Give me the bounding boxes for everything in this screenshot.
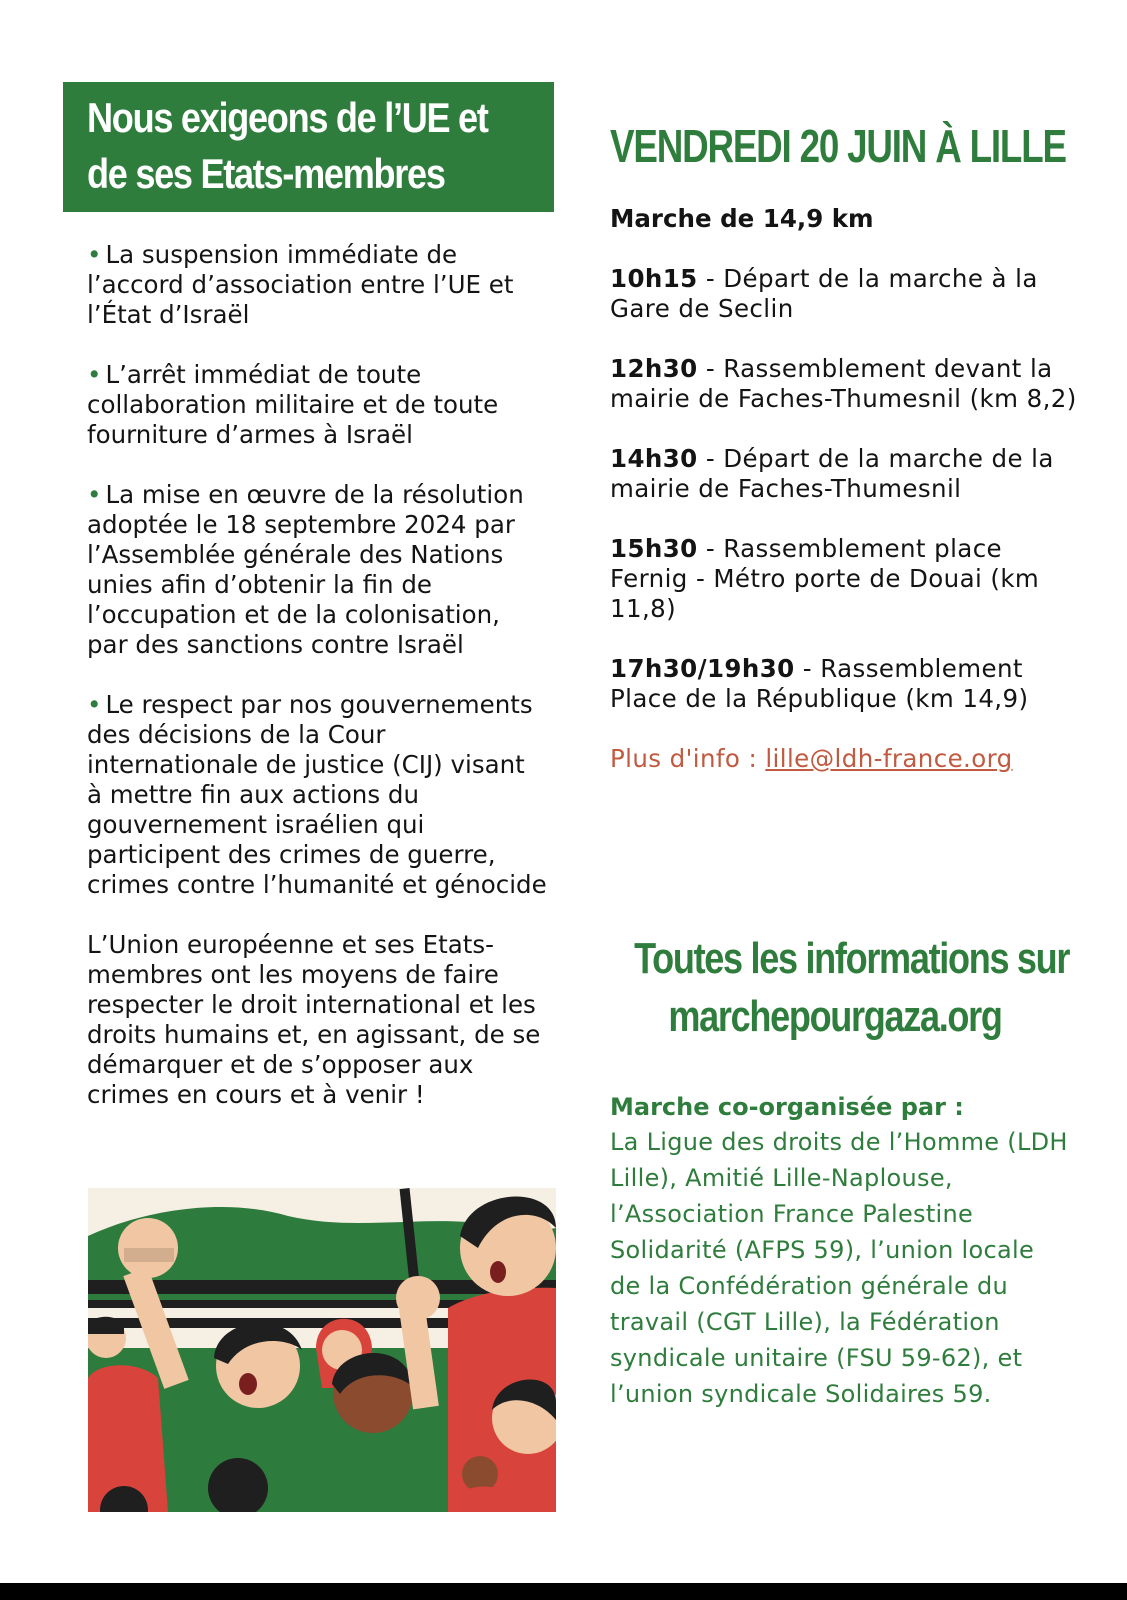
- demands-list: [87, 240, 547, 1110]
- bullet-icon: •: [87, 240, 102, 269]
- demands-title-line-2: de ses Etats-membres: [87, 150, 445, 197]
- contact-email-link[interactable]: lille@ldh-france.org: [765, 744, 1013, 773]
- bullet-icon: •: [87, 360, 102, 389]
- closing-paragraph: L’Union européenne et ses Etats-membres ont les moyens de faire respecter le droit international et les droits humains et, en agissant, de se démarquer et de s’opposer aux crimes en cours et à venir !: [87, 930, 541, 1109]
- event-program: [610, 204, 1080, 799]
- march-distance: Marche de 14,9 km: [610, 204, 874, 233]
- demands-title-line-1: Nous exigeons de l’UE et: [87, 94, 488, 141]
- bullet-icon: •: [87, 690, 102, 719]
- website-url-link[interactable]: marchepourgaza.org: [668, 992, 1002, 1041]
- organizers-title: Marche co-organisée par :: [610, 1093, 964, 1121]
- demand-item: • Le respect par nos gouvernements des décisions de la Cour internationale de justice (CIJ) visant à mettre fin aux actions du gouvernement israélien qui participent des crimes de guerre, crimes contre l’humanité et génocide: [87, 690, 547, 899]
- demand-item: • L’arrêt immédiat de toute collaboration militaire et de toute fourniture d’armes à Israël: [87, 360, 499, 449]
- schedule-item: 10h15 - Départ de la marche à la Gare de Seclin: [610, 264, 1038, 323]
- demands-header: [63, 82, 554, 212]
- organizers-block: [610, 1090, 1070, 1412]
- demand-item: • La suspension immédiate de l’accord d’association entre l’UE et l’État d’Israël: [87, 240, 514, 329]
- contact-label: Plus d'info :: [610, 744, 766, 773]
- website-callout: [590, 930, 1080, 1046]
- bullet-icon: •: [87, 480, 102, 509]
- contact-info: [610, 744, 1080, 774]
- bottom-border: [0, 1583, 1127, 1600]
- organizers-list: La Ligue des droits de l’Homme (LDH Lille), Amitié Lille-Naplouse, l’Association France Palestine Solidarité (AFPS 59), l’union locale de la Confédération générale du travail (CGT Lille), la Fédération syndicale unitaire (FSU 59-62), et l’union syndicale Solidaires 59.: [610, 1128, 1068, 1408]
- event-title: VENDREDI 20 JUIN À LILLE: [610, 120, 1066, 172]
- demand-item: • La mise en œuvre de la résolution adoptée le 18 septembre 2024 par l’Assemblée générale des Nations unies afin d’obtenir la fin de l’occupation et de la colonisation, par des sanctions contre Israël: [87, 480, 524, 659]
- schedule-item: 12h30 - Rassemblement devant la mairie de Faches-Thumesnil (km 8,2): [610, 354, 1077, 413]
- schedule-item: 17h30/19h30 - Rassemblement Place de la République (km 14,9): [610, 654, 1029, 713]
- protest-illustration: [88, 1188, 556, 1512]
- schedule-item: 14h30 - Départ de la marche de la mairie de Faches-Thumesnil: [610, 444, 1054, 503]
- website-callout-line-1: Toutes les informations sur: [634, 934, 1070, 983]
- schedule-item: 15h30 - Rassemblement place Fernig - Métro porte de Douai (km 11,8): [610, 534, 1040, 623]
